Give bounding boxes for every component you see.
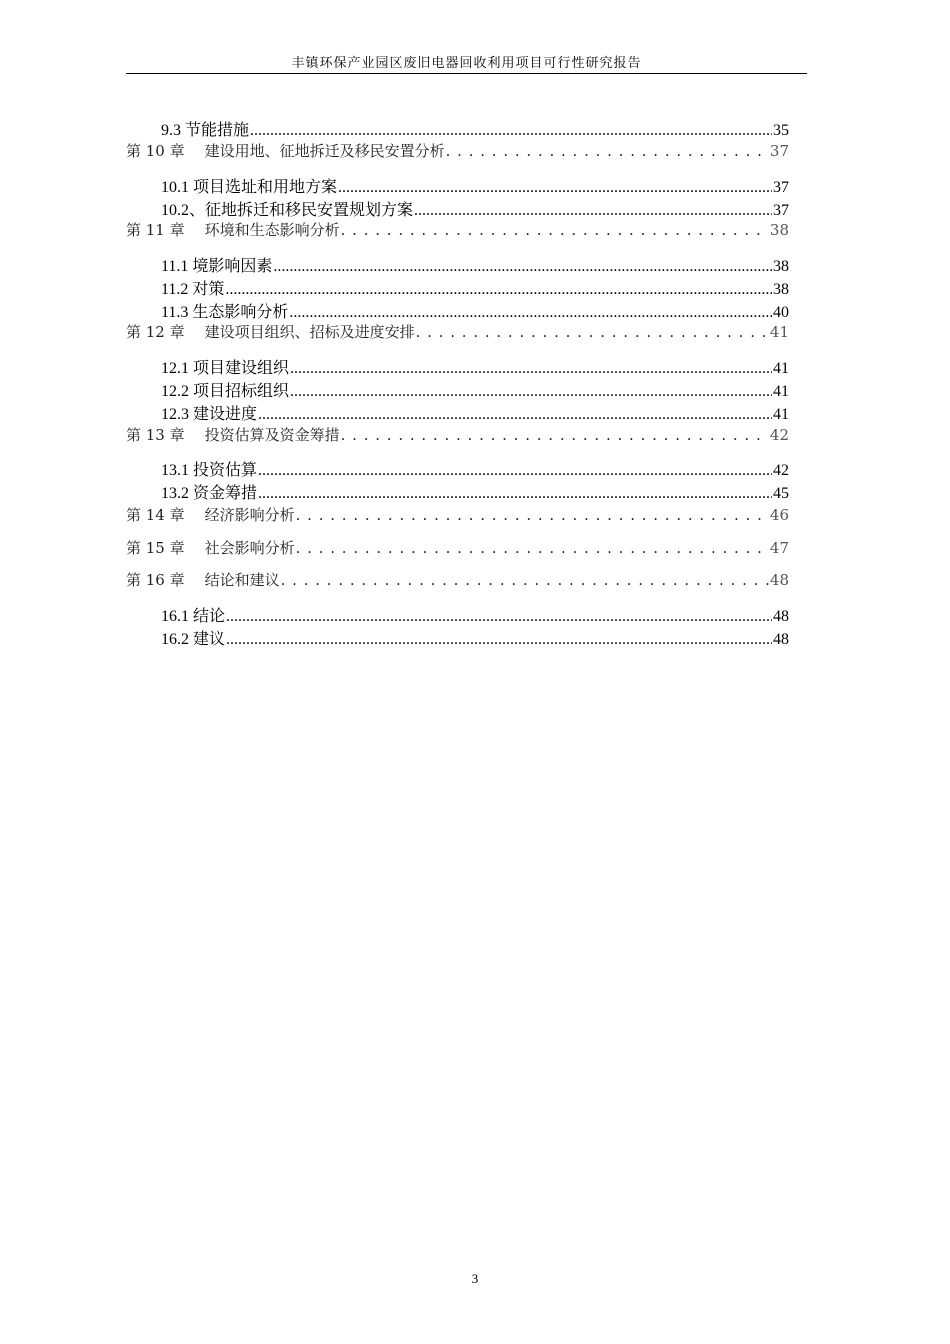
toc-page-number: 40 — [773, 304, 789, 321]
toc-entry-label: 13.1 投资估算 — [161, 462, 258, 479]
toc-chapter-15[interactable] — [126, 537, 789, 559]
dot-leader — [225, 281, 772, 299]
dot-leader — [341, 426, 769, 444]
chapter-title: 经济影响分析 — [204, 506, 295, 524]
dot-leader — [226, 631, 772, 649]
toc-page-number: 48 — [773, 631, 789, 648]
toc-entry-16-1[interactable] — [161, 603, 789, 625]
dot-leader — [258, 485, 772, 503]
toc-page-number: 35 — [773, 122, 789, 139]
dot-leader — [273, 258, 772, 276]
chapter-number: 第 14 章 — [126, 506, 185, 524]
toc-entry-10-2[interactable] — [161, 197, 789, 219]
dot-leader — [446, 142, 769, 160]
dot-leader — [341, 221, 769, 239]
header-rule — [126, 73, 807, 74]
toc-page-number: 46 — [769, 506, 789, 524]
toc-entry-label: 12.3 建设进度 — [161, 406, 258, 423]
toc-page-number: 42 — [773, 462, 789, 479]
toc-page-number: 41 — [773, 360, 789, 377]
chapter-number: 第 13 章 — [126, 426, 185, 444]
toc-entry-11-2[interactable] — [161, 276, 789, 298]
toc-chapter-13[interactable] — [126, 424, 789, 446]
toc-entry-12-2[interactable] — [161, 378, 789, 400]
toc-chapter-14[interactable] — [126, 504, 789, 526]
chapter-title: 环境和生态影响分析 — [204, 221, 340, 239]
dot-leader — [289, 304, 772, 322]
chapter-title: 社会影响分析 — [204, 539, 295, 557]
toc-entry-9-3[interactable] — [161, 117, 789, 139]
toc-entry-label: 11.1 境影响因素 — [161, 258, 273, 275]
toc-entry-13-2[interactable] — [161, 480, 789, 502]
toc-entry-13-1[interactable] — [161, 457, 789, 479]
toc-chapter-10[interactable] — [126, 140, 789, 162]
toc-entry-label: 11.2 对策 — [161, 281, 225, 298]
toc-page-number: 48 — [773, 608, 789, 625]
chapter-number: 第 15 章 — [126, 539, 185, 557]
running-header: 丰镇环保产业园区废旧电器回收利用项目可行性研究报告 — [291, 56, 642, 71]
dot-leader — [290, 360, 772, 378]
toc-entry-11-1[interactable] — [161, 253, 789, 275]
toc-page-number: 37 — [773, 202, 789, 219]
toc-page-number: 42 — [769, 426, 789, 444]
chapter-number: 第 11 章 — [126, 221, 185, 239]
chapter-number: 第 16 章 — [126, 571, 185, 589]
toc-entry-label: 16.2 建议 — [161, 631, 226, 648]
toc-entry-label: 12.1 项目建设组织 — [161, 360, 290, 377]
toc-entry-label: 13.2 资金筹措 — [161, 485, 258, 502]
toc-entry-label: 12.2 项目招标组织 — [161, 383, 290, 400]
dot-leader — [416, 323, 769, 341]
dot-leader — [250, 122, 772, 140]
toc-entry-16-2[interactable] — [161, 626, 789, 648]
toc-page-number: 47 — [769, 539, 789, 557]
toc-entry-label: 10.1 项目选址和用地方案 — [161, 179, 338, 196]
dot-leader — [296, 506, 769, 524]
chapter-title: 建设用地、征地拆迁及移民安置分析 — [204, 142, 445, 160]
dot-leader — [226, 608, 772, 626]
toc-page-number: 37 — [769, 142, 789, 160]
chapter-title: 投资估算及资金筹措 — [204, 426, 340, 444]
toc-page-number: 38 — [773, 281, 789, 298]
toc-entry-label: 16.1 结论 — [161, 608, 226, 625]
dot-leader — [296, 539, 769, 557]
dot-leader — [338, 179, 772, 197]
dot-leader — [290, 383, 772, 401]
toc-entry-10-1[interactable] — [161, 174, 789, 196]
dot-leader — [414, 202, 772, 220]
toc-chapter-11[interactable] — [126, 219, 789, 241]
toc-entry-label: 11.3 生态影响分析 — [161, 304, 289, 321]
toc-page-number: 38 — [769, 221, 789, 239]
chapter-title: 建设项目组织、招标及进度安排 — [204, 323, 415, 341]
toc-entry-label: 10.2、征地拆迁和移民安置规划方案 — [161, 202, 414, 219]
chapter-title: 结论和建议 — [204, 571, 280, 589]
dot-leader — [281, 571, 769, 589]
toc-page-number: 41 — [773, 383, 789, 400]
chapter-number: 第 10 章 — [126, 142, 185, 160]
toc-entry-11-3[interactable] — [161, 299, 789, 321]
toc-entry-12-3[interactable] — [161, 401, 789, 423]
dot-leader — [258, 406, 772, 424]
toc-chapter-16[interactable] — [126, 569, 789, 591]
toc-page-number: 41 — [769, 323, 789, 341]
toc-entry-label: 9.3 节能措施 — [161, 122, 250, 139]
toc-page-number: 37 — [773, 179, 789, 196]
toc-chapter-12[interactable] — [126, 321, 789, 343]
toc-page-number: 41 — [773, 406, 789, 423]
toc-entry-12-1[interactable] — [161, 355, 789, 377]
toc-page-number: 45 — [773, 485, 789, 502]
toc-page-number: 38 — [773, 258, 789, 275]
chapter-number: 第 12 章 — [126, 323, 185, 341]
toc-page-number: 48 — [769, 571, 789, 589]
dot-leader — [258, 462, 772, 480]
page-number: 3 — [471, 1271, 479, 1286]
